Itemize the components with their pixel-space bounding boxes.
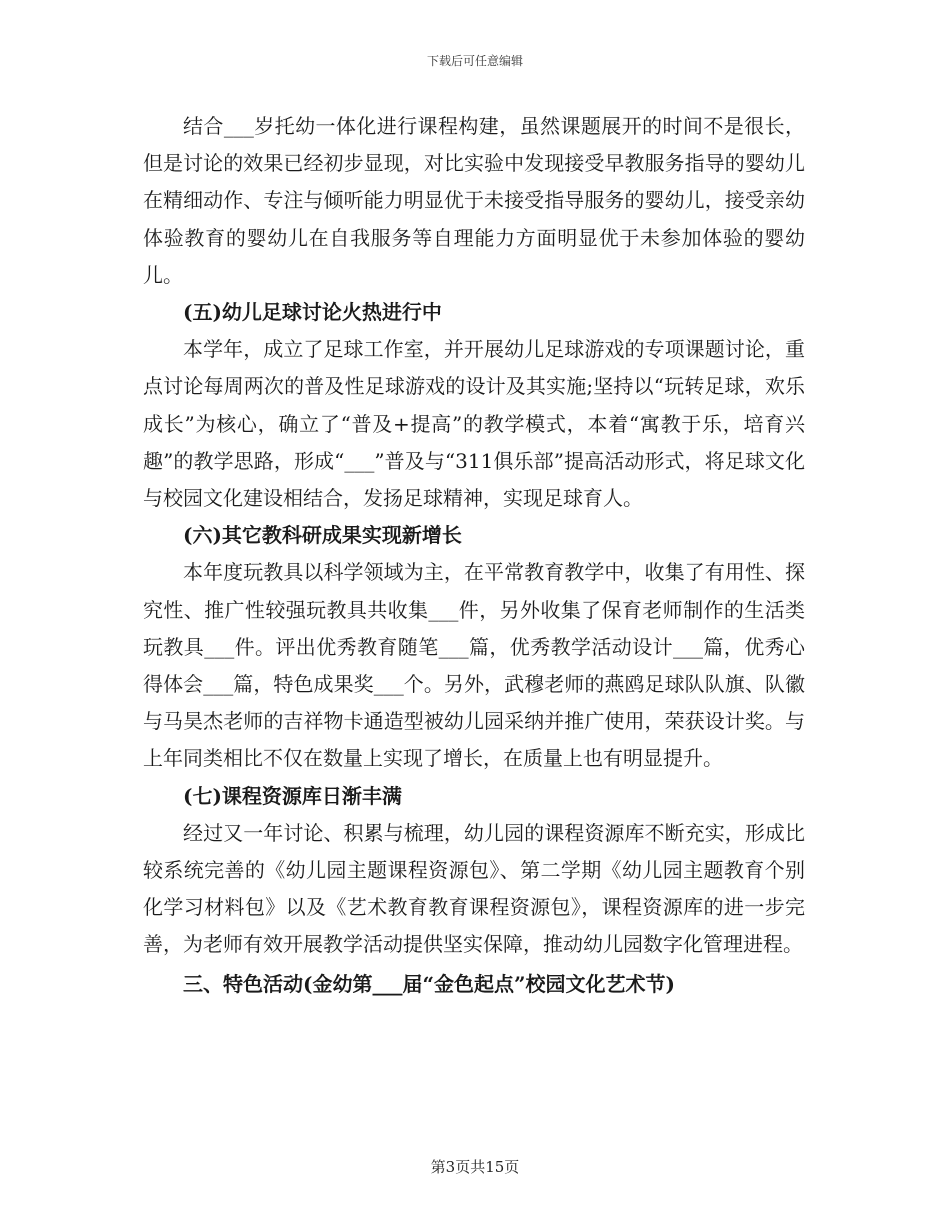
paragraph-age-integration: 结合___岁托幼一体化进行课程构建，虽然课题展开的时间不是很长，但是讨论的效果已经初步显现，对比实验中发现接受早教服务指导的婴幼儿在精细动作、专注与倾听能力明显优于未接受指导服务的婴幼儿，接受亲幼体验教育的婴幼儿在自我服务等自理能力方面明显优于未参加体验的婴幼儿。 — [143, 114, 805, 287]
paragraph-course-resources: 经过又一年讨论、积累与梳理，幼儿园的课程资源库不断充实，形成比较系统完善的《幼儿园主题课程资源包》、第二学期《幼儿园主题教育个别化学习材料包》以及《艺术教育教育课程资源包》，课程资源库的进一步完善，为老师有效开展教学活动提供坚实保障，推动幼儿园数字化管理进程。 — [143, 820, 805, 957]
document-body — [143, 108, 805, 1003]
header-note: 下载后可任意编辑 — [426, 54, 523, 68]
page-number-footer: 第3页共15页 — [430, 1158, 520, 1176]
heading-other-research: (六)其它教科研成果实现新增长 — [183, 523, 462, 548]
heading-special-activities: 三、特色活动(金幼第___届“金色起点”校园文化艺术节) — [183, 971, 675, 996]
paragraph-football-research: 本学年，成立了足球工作室，并开展幼儿足球游戏的专项课题讨论，重点讨论每周两次的普及性足球游戏的设计及其实施;坚持以“玩转足球，欢乐成长”为核心，确立了“普及+提高”的教学模式，本着“寓教于乐，培育兴趣”的教学思路，形成“___”普及与“311俱乐部”提高活动形式，将足球文化与校园文化建设相结合，发扬足球精神，实现足球育人。 — [143, 337, 805, 511]
paragraph-other-research: 本年度玩教具以科学领域为主，在平常教育教学中，收集了有用性、探究性、推广性较强玩教具共收集___件，另外收集了保育老师制作的生活类玩教具___件。评出优秀教育随笔___篇，优秀教学活动设计___篇，优秀心得体会___篇，特色成果奖___个。另外，武穆老师的燕鸥足球队队旗、队徽与马昊杰老师的吉祥物卡通造型被幼儿园采纳并推广使用，荣获设计奖。与上年同类相比不仅在数量上实现了增长，在质量上也有明显提升。 — [143, 560, 805, 771]
heading-course-resources: (七)课程资源库日渐丰满 — [183, 783, 402, 808]
heading-football-research: (五)幼儿足球讨论火热进行中 — [183, 300, 442, 325]
